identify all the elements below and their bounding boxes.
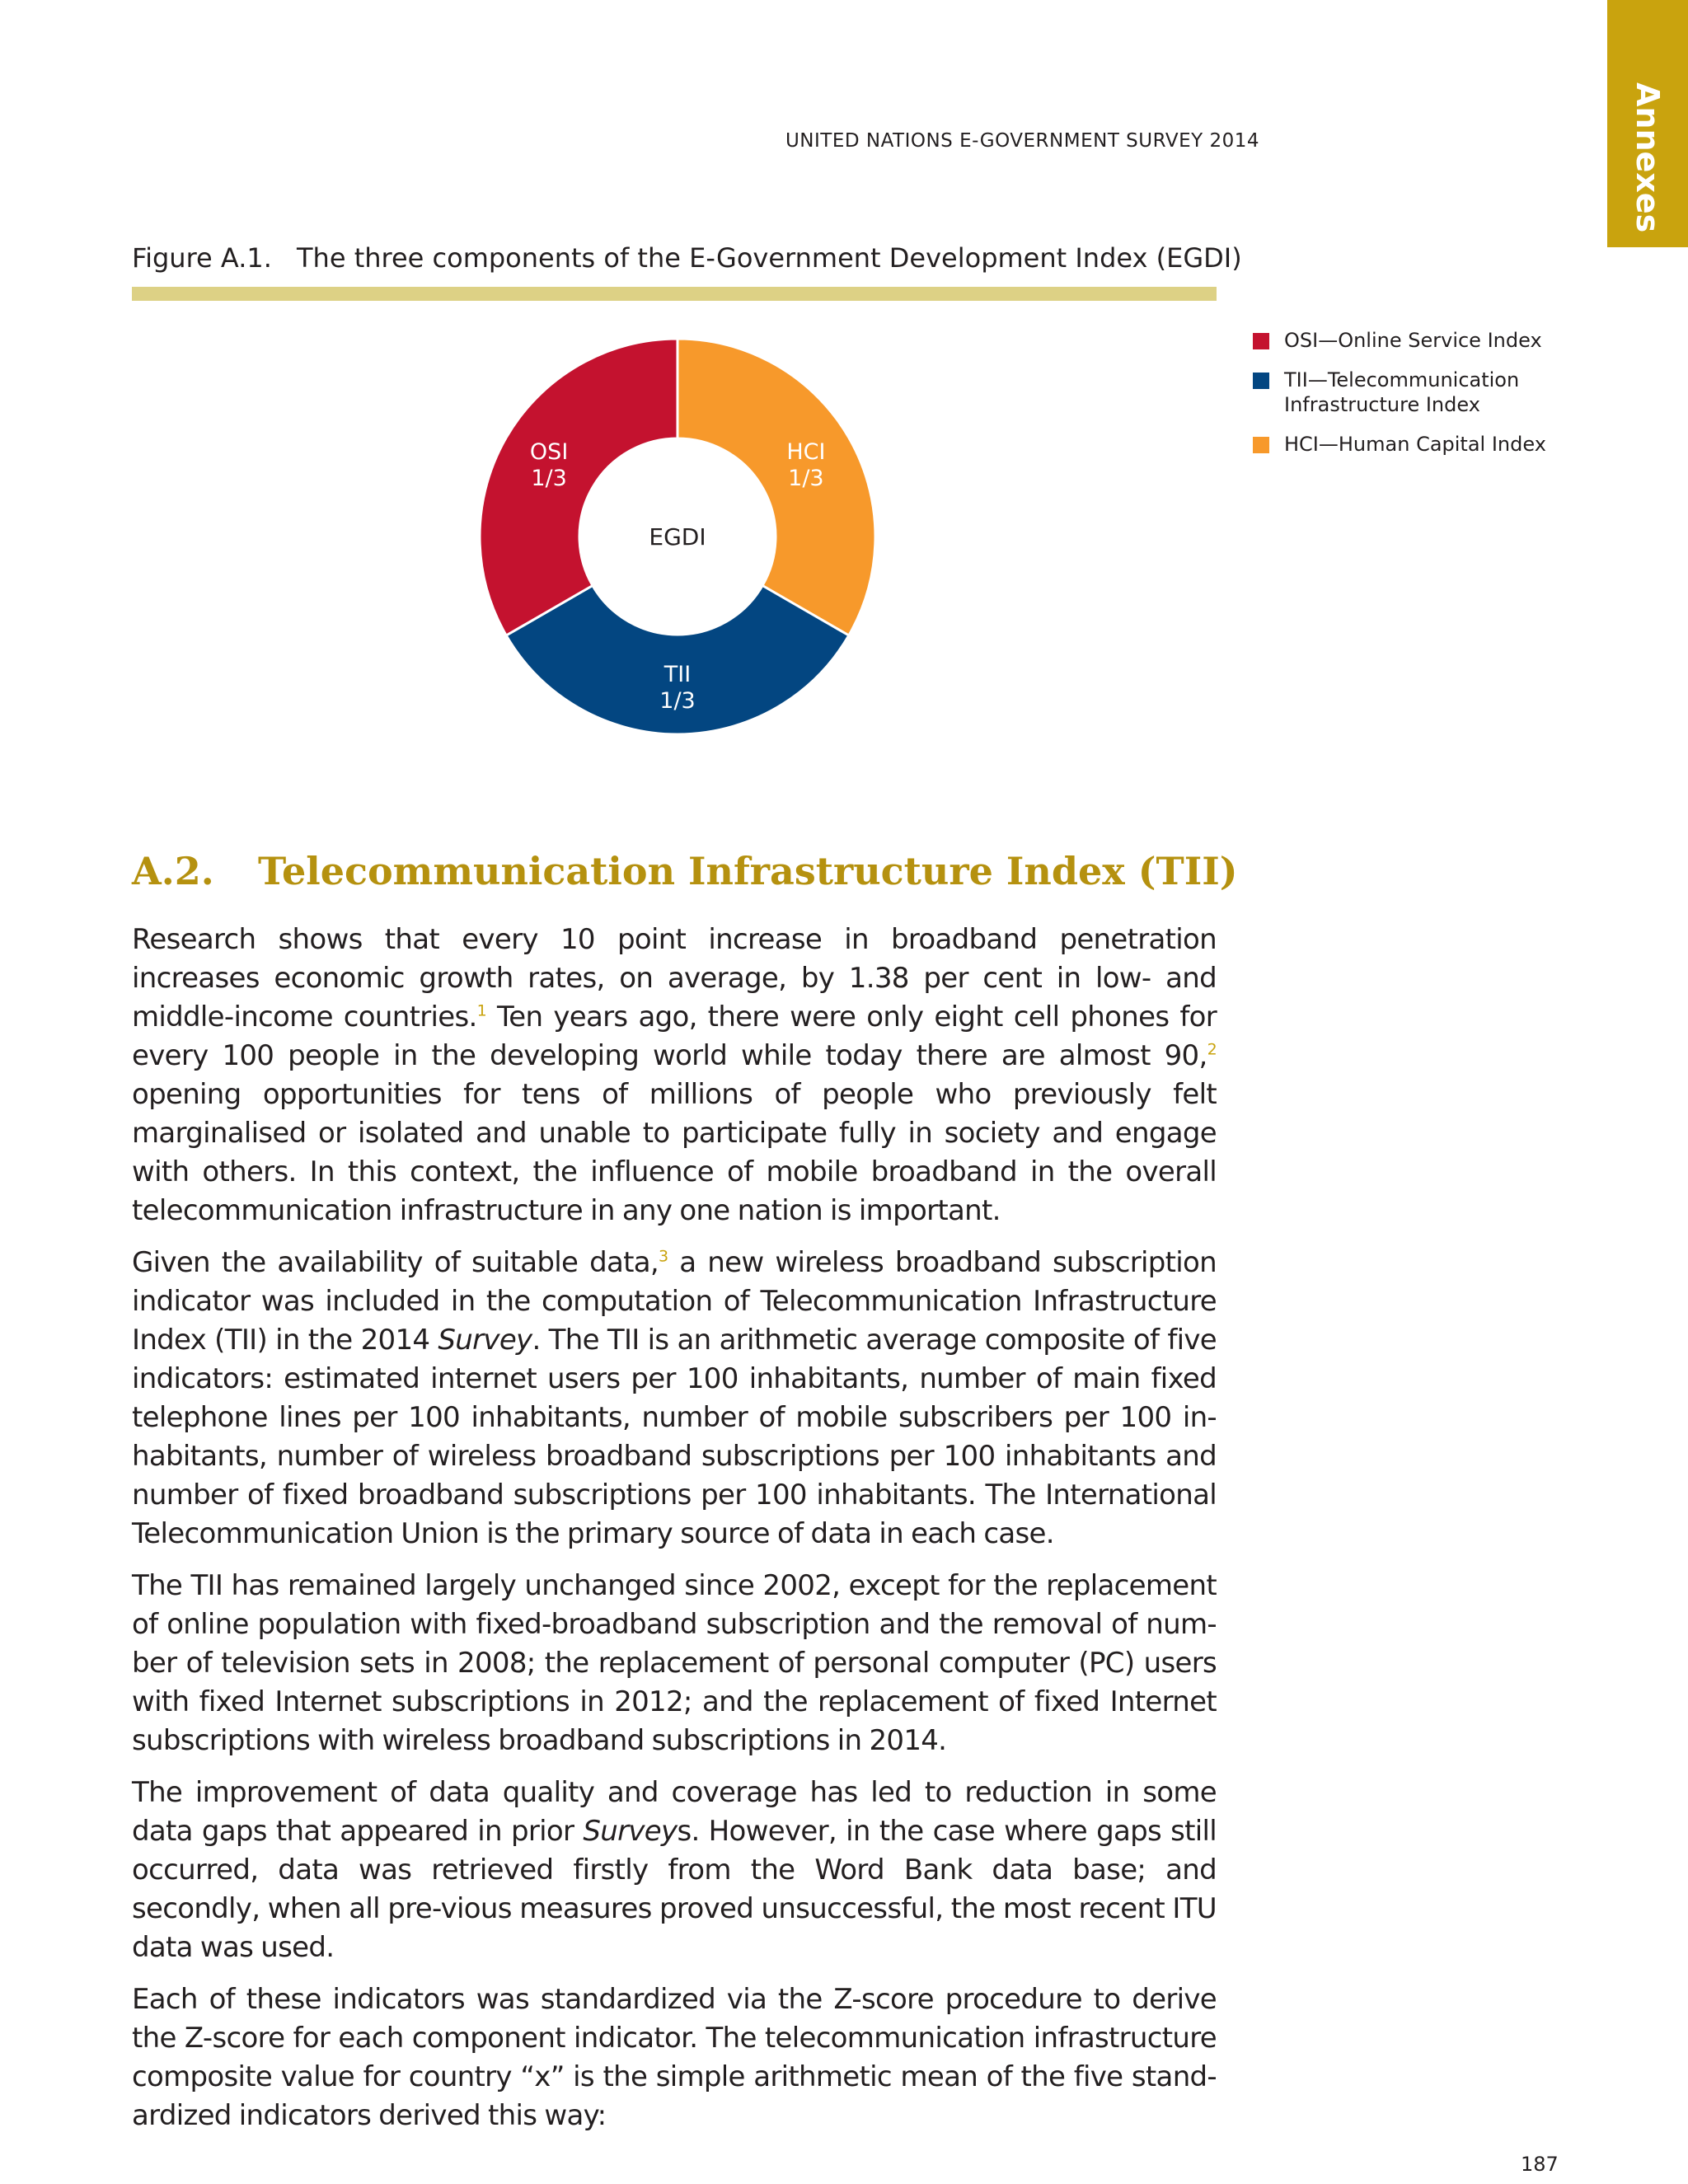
legend-swatch bbox=[1253, 373, 1269, 389]
legend-swatch bbox=[1253, 333, 1269, 349]
slice-value-tii: 1/3 bbox=[659, 688, 696, 714]
legend-label: HCI—Human Capital Index bbox=[1284, 433, 1546, 456]
section-heading bbox=[132, 849, 1238, 893]
legend-item bbox=[1253, 328, 1607, 353]
page-number: 187 bbox=[1521, 2153, 1559, 2176]
paragraph: Given the availability of suitable data,$^3$ a new wireless broadband subscription indicator was included in the computation of Telecommunication Infrastructure Index (TII) in the 2014 Survey. The TII is an arithmetic average composite of five indicators: estimated internet users per 100 inhabitants, number of main fixed telephone lines per 100 inhabitants, number of mobile subscribers per 100 in-habitants, number of wireless broadband subscriptions per 100 inhabitants and number of fixed broadband subscriptions per 100 inhabitants. The International Telecommunication Union is the primary source of data in each case. bbox=[132, 1246, 1217, 1550]
slice-hci bbox=[678, 339, 875, 635]
paragraph: Research shows that every 10 point increase in broadband penetration increases economic growth rates, on average, by 1.38 per cent in low- and middle-income countries.$^1$ Ten years ago, there were only eight cell phones for every 100 people in the developing world while today there are almost 90,$^2$ opening opportunities for tens of millions of people who previously felt marginalised or isolated and unable to participate fully in society and engage with others. In this context, the influence of mobile broadband in the overall telecommunication infrastructure in any one nation is important. bbox=[132, 923, 1217, 1227]
figure-caption bbox=[132, 242, 1242, 274]
slice-osi bbox=[480, 339, 678, 635]
section-title: Telecommunication Infrastructure Index (TII) bbox=[258, 849, 1238, 893]
paragraph: Each of these indicators was standardized via the Z-score procedure to derive the Z-score for each component indicator. The telecommunication infrastructure composite value for country “x” is the simple arithmetic mean of the five stand-ardized indicators derived this way: bbox=[132, 1983, 1217, 2132]
legend-item bbox=[1253, 432, 1607, 457]
paragraph: The TII has remained largely unchanged since 2002, except for the replacement of online population with fixed-broadband subscription and the removal of num-ber of television sets in 2008; the replacement of personal computer (PC) users with fixed Internet subscriptions in 2012; and the replacement of fixed Internet subscriptions with wireless broadband subscriptions in 2014. bbox=[132, 1569, 1217, 1757]
footnote-marker: 3 bbox=[659, 1247, 668, 1266]
center-label: EGDI bbox=[649, 523, 706, 551]
italic-text: Survey bbox=[583, 1815, 678, 1848]
footnote-marker: 1 bbox=[476, 1001, 486, 1020]
chart-legend bbox=[1253, 328, 1607, 471]
caption-rule bbox=[132, 287, 1217, 301]
slice-value-osi: 1/3 bbox=[531, 466, 567, 491]
figure-title: The three components of the E-Government Development Index (EGDI) bbox=[297, 242, 1242, 274]
body-text bbox=[132, 921, 1217, 2149]
side-tab-label: Annexes bbox=[1629, 82, 1666, 233]
figure-number: Figure A.1. bbox=[132, 242, 272, 274]
legend-swatch bbox=[1253, 437, 1269, 453]
footnote-marker: 2 bbox=[1207, 1040, 1217, 1059]
slice-value-hci: 1/3 bbox=[788, 466, 824, 491]
slice-label-osi: OSI bbox=[529, 439, 569, 465]
legend-item bbox=[1253, 368, 1607, 417]
paragraph: The improvement of data quality and coverage has led to reduction in some data gaps that appeared in prior Surveys. However, in the case where gaps still occurred, data was retrieved firstly from the Word Bank data base; and secondly, when all pre-vious measures proved unsuccessful, the most recent ITU data was used. bbox=[132, 1776, 1217, 1964]
legend-label: OSI—Online Service Index bbox=[1284, 329, 1542, 352]
section-number: A.2. bbox=[132, 849, 214, 893]
egdi-donut-chart bbox=[467, 326, 889, 748]
legend-label: TII—Telecommunication Infrastructure Index bbox=[1284, 368, 1520, 416]
annexes-side-tab bbox=[1607, 0, 1688, 247]
slice-label-hci: HCI bbox=[786, 439, 826, 465]
slice-label-tii: TII bbox=[663, 662, 692, 687]
running-header: UNITED NATIONS E-GOVERNMENT SURVEY 2014 bbox=[785, 130, 1259, 152]
italic-text: Survey bbox=[438, 1324, 532, 1357]
